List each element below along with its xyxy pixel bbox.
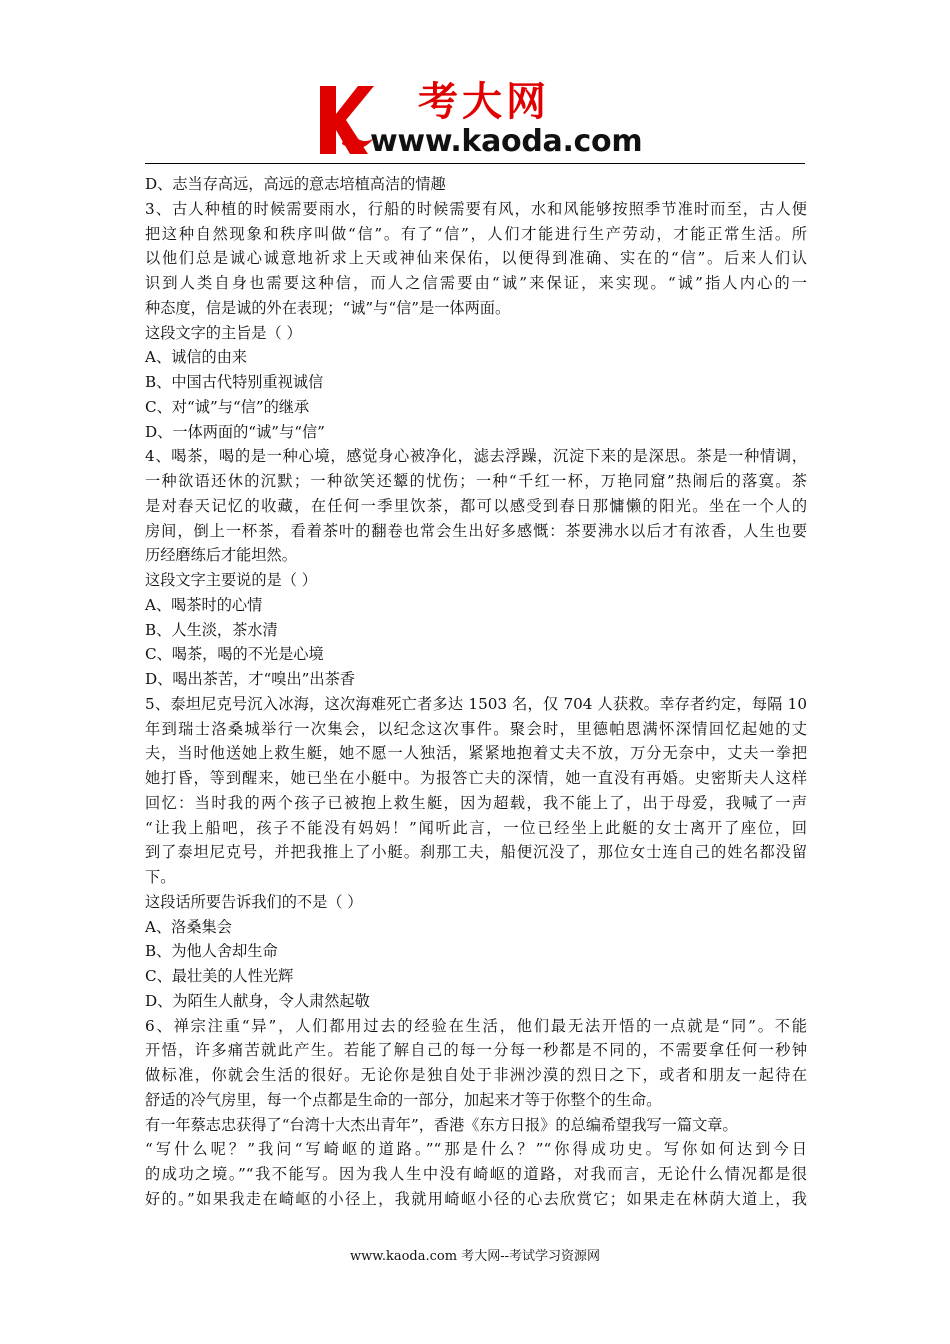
logo-title: 考大网: [418, 79, 550, 125]
paragraph-line: 把这种自然现象和秩序叫做“信”。有了“信”，人们才能进行生产劳动，才能正常生活。所: [145, 224, 807, 243]
paragraph-line: 年到瑞士洛桑城举行一次集会，以纪念这次事件。聚会时，里德帕恩满怀深情回忆起她的丈: [145, 719, 807, 738]
option-line: A、诚信的由来: [145, 348, 248, 367]
paragraph-line: 有一年蔡志忠获得了“台湾十大杰出青年”，香港《东方日报》的总编希望我写一篇文章。: [145, 1115, 738, 1134]
paragraph-line: 识到人类自身也需要这种信，而人之信需要由“诚”来保证，来实现。“诚”指人内心的一: [145, 274, 807, 292]
paragraph-line: 下。: [145, 868, 176, 886]
option-line: C、最壮美的人性光辉: [145, 967, 294, 985]
question-prompt: 这段文字的主旨是（ ）: [145, 323, 302, 342]
paragraph-line: 房间，倒上一杯茶，看着茶叶的翻卷也常会生出好多感慨：茶要沸水以后才有浓香，人生也要: [145, 521, 807, 540]
question-prompt: 这段文字主要说的是（ ）: [145, 571, 317, 589]
paragraph-line: 历经磨练后才能坦然。: [145, 546, 297, 565]
paragraph-line: 一种欲语还休的沉默；一种欲笑还颦的忧伤；一种“千红一杯，万艳同窟”热闹后的落寞。茶: [145, 472, 807, 490]
paragraph-line: 舒适的冷气房里，每一个点都是生命的一部分，加起来才等于你整个的生命。: [145, 1090, 662, 1109]
option-line: B、人生淡，茶水清: [145, 620, 278, 639]
paragraph-line: “让我上船吧，孩子不能没有妈妈！”闻听此言，一位已经坐上此艇的女士离开了座位，回: [145, 818, 807, 837]
paragraph-line: 好的。”如果我走在崎岖的小径上，我就用崎岖小径的心去欣赏它；如果走在林荫大道上，我: [145, 1189, 807, 1208]
paragraph-line: 夫，当时他送她上救生艇，她不愿一人独活，紧紧地抱着丈夫不放，万分无奈中，丈夫一拳把: [145, 744, 807, 763]
paragraph-line: 回忆：当时我的两个孩子已被抱上救生艇，因为超载，我不能上了，出于母爱，我喊了一声: [145, 793, 807, 812]
paragraph-line: 以他们总是诚心诚意地祈求上天或神仙来保佑，以便得到准确、实在的“信”。后来人们认: [145, 249, 807, 268]
paragraph-line: 的成功之境。”“我不能写。因为我人生中没有崎岖的道路，对我而言，无论什么情况都是很: [145, 1165, 807, 1183]
paragraph-line: 3、古人种植的时候需要雨水，行船的时候需要有风，水和风能够按照季节准时而至，古人便: [145, 199, 807, 218]
paragraph-line: 5、泰坦尼克号沉入冰海，这次海难死亡者多达 1503 名，仅 704 人获救。幸存者约定，每隔 10: [145, 694, 807, 713]
paragraph-line: 做标准，你就会生活的很好。无论你是独自处于非洲沙漠的烈日之下，或者和朋友一起待在: [145, 1066, 807, 1084]
option-line: C、对“诚”与“信”的继承: [145, 397, 310, 416]
paragraph-line: 是对春天记忆的收藏，在任何一季里饮茶，都可以感受到春日那慵懒的阳光。坐在一个人的: [145, 496, 807, 515]
page-footer: www.kaoda.com 考大网--考试学习资源网: [350, 1249, 600, 1264]
site-logo: [316, 78, 646, 162]
option-line: B、中国古代特别重视诚信: [145, 373, 324, 391]
paragraph-line: “写什么呢？”我问“写崎岖的道路。”“那是什么？”“你得成功史。写你如何达到今日: [145, 1140, 807, 1159]
k-logo-icon: [316, 84, 376, 156]
option-line: D、喝出茶苦，才“嗅出”出茶香: [145, 670, 355, 688]
paragraph-line: 开悟，许多痛苦就此产生。若能了解自己的每一分每一秒都是不同的，不需要拿任何一秒钟: [145, 1041, 807, 1060]
logo-url: www.kaoda.com: [370, 124, 643, 159]
option-line: B、为他人舍却生命: [145, 942, 278, 961]
paragraph-line: 6、禅宗注重“异”，人们都用过去的经验在生活，他们最无法开悟的一点就是“同”。不能: [145, 1016, 807, 1035]
option-line: D、志当存高远，高远的意志培植高洁的情趣: [145, 175, 446, 193]
option-line: C、喝茶，喝的不光是心境: [145, 645, 324, 664]
option-line: D、为陌生人献身，令人肃然起敬: [145, 991, 370, 1010]
option-line: D、一体两面的“诚”与“信”: [145, 422, 325, 441]
paragraph-line: 她打昏，等到醒来，她已坐在小艇中。为报答亡夫的深情，她一直没有再婚。史密斯夫人这样: [145, 769, 807, 787]
option-line: A、洛桑集会: [145, 917, 232, 936]
header-divider: [145, 163, 805, 164]
paragraph-line: 种态度，信是诚的外在表现；“诚”与“信”是一体两面。: [145, 298, 511, 317]
option-line: A、喝茶时的心情: [145, 595, 263, 614]
question-prompt: 这段话所要告诉我们的不是（ ）: [145, 892, 363, 911]
document-body: [145, 172, 807, 1212]
paragraph-line: 到了泰坦尼克号，并把我推上了小艇。刹那工夫，船便沉没了，那位女士连自己的姓名都没留: [145, 843, 807, 862]
paragraph-line: 4、喝茶，喝的是一种心境，感觉身心被净化，滤去浮躁，沉淀下来的是深思。茶是一种情调，: [145, 447, 807, 466]
